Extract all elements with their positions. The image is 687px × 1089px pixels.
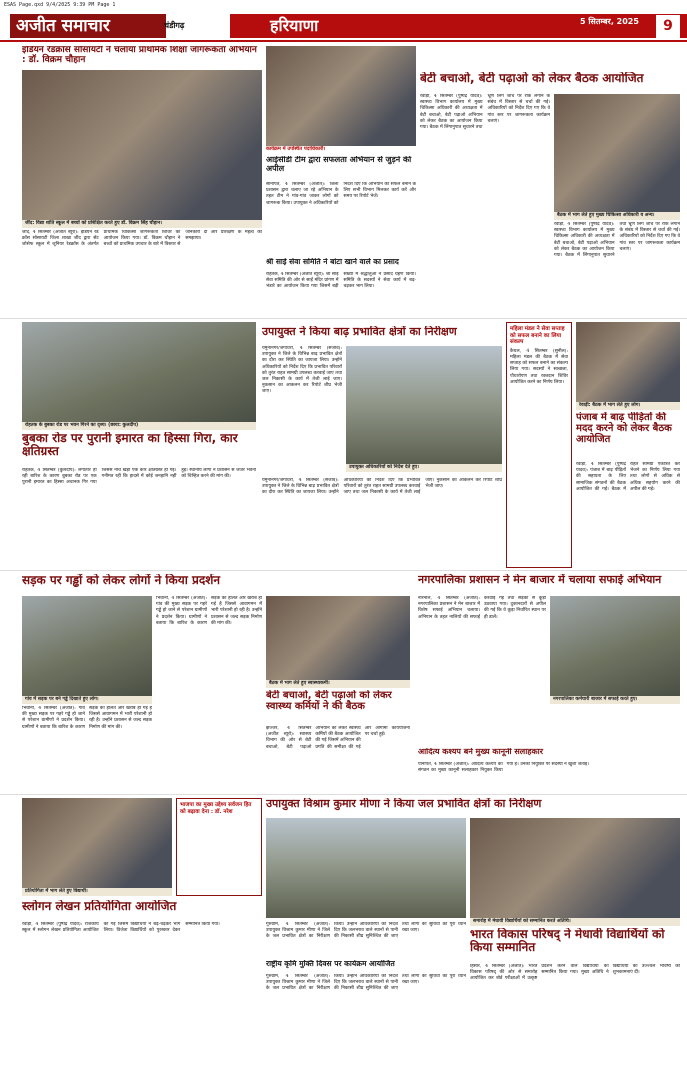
subhead-deworming-day: राष्ट्रीय कृमि मुक्ति दिवस पर कार्यक्रम आयोजित: [266, 960, 395, 968]
photo-market-cleanliness: [550, 596, 680, 696]
body-road-potholes: भिवानी, 4 सितम्बर (अजीत): गांव की मुख्य सड़क पर गहरे गड्ढे हो जाने से परेशान ग्रामीणों ने प्रदर्शन किया। ग्रामीणों ने बताया कि बारिश के कारण सड़क की हालत और खराब हो गई है जिससे आवागमन में भारी परेशानी हो रही है। उन्होंने प्रशासन से जल्द सड़क निर्माण की मांग की।: [22, 706, 152, 730]
photo-road-potholes: [22, 596, 152, 696]
headline-slogan-competition: स्लोगन लेखन प्रतियोगिता आयोजित: [22, 900, 177, 913]
paper-city: चंडीगढ़: [164, 21, 185, 30]
body-legal-advisor: पानीपत, 4 सितम्बर (अजीत): आदित्य कश्यप को संगठन का मुख्य कानूनी सलाहकार नियुक्त किया गया है। उनकी नियुक्ति पर सदस्यों ने खुशी जताई।: [418, 762, 589, 774]
page-number: 9: [655, 14, 681, 38]
headline-punjab-flood-meeting: पंजाब में बाढ़ पीड़ितों की मदद करने को लेकर बैठक आयोजित: [576, 412, 672, 445]
print-slug: ESAS Page.qxd 9/4/2025 9:39 PM Page 1: [4, 2, 116, 8]
kicker-mahila-mandal: महिला मंडल ने सेवा सप्ताह को सफल बनाने का लिया संकल्प: [510, 326, 565, 346]
body-dc-meena-inspection: गुरुग्राम, 4 सितम्बर (अजीत): उपायुक्त विश्राम कुमार मीणा ने जिले के जल प्रभावित क्षेत्रों का निरीक्षण किया। उन्होंने अधिकारियों को निर्देश दिए कि जलभराव वाले स्थानों से पानी की निकासी शीघ्र सुनिश्चित की जाए तथा लोगों की सुविधा का पूरा ध्यान रखा जाए।: [266, 922, 466, 940]
body-dc-flood-inspection-cont: यमुनानगर/जगाधरी, 4 सितम्बर (संजीव): उपायुक्त ने जिले के विभिन्न बाढ़ प्रभावित क्षेत्रों का दौरा कर स्थिति का जायजा लिया। उन्होंने अधिकारियों को निर्देश दिए कि प्रभावित परिवारों को तुरंत राहत सामग्री उपलब्ध करवाई जाए तथा जल निकासी के कार्य में तेजी लाई जाए। नुकसान का आकलन कर रिपोर्ट शीघ्र भेजी जाए।: [262, 478, 502, 496]
headline-sai-samiti: श्री साई सेवा समिति ने बांटा खाने वाले का प्रसाद: [266, 258, 399, 266]
body-deworming-day: गुरुग्राम, 4 सितम्बर (अजीत): उपायुक्त विश्राम कुमार मीणा ने जिले के जल प्रभावित क्षेत्रों का निरीक्षण किया। उन्होंने अधिकारियों को निर्देश दिए कि जलभराव वाले स्थानों से पानी की निकासी शीघ्र सुनिश्चित की जाए तथा लोगों की सुविधा का पूरा ध्यान रखा जाए।: [266, 974, 466, 992]
photo-bharat-vikas-parishad: [470, 818, 680, 918]
body-building-collapse: रोहतक, 4 सितम्बर (कुलदीप): लगातार हो रही बारिश के कारण बुबका रोड पर एक पुरानी इमारत का हिस्सा अचानक गिर गया जिससे नीचे खड़ी एक कार क्षतिग्रस्त हो गई। गनीमत रही कि हादसे में कोई जनहानि नहीं हुई। स्थानीय लोगों ने प्रशासन से जर्जर भवनों को चिन्हित करने की मांग की।: [22, 468, 256, 486]
headline-market-cleanliness: नगरपालिका प्रशासन ने मेन बाजार में चलाया सफाई अभियान: [418, 574, 662, 586]
body-mahila-mandal: कैथल, 4 सितम्बर (सुनील): महिला मंडल की बैठक में सेवा सप्ताह को सफल बनाने का संकल्प लिया गया। सदस्यों ने स्वच्छता, पौधारोपण तथा रक्तदान शिविर आयोजित करने का निर्णय लिया।: [510, 348, 568, 385]
body-beti-bachao-rewari-cont: रेवाड़ी, 4 सितम्बर (पुष्पेंद्र यादव): स्वास्थ्य विभाग कार्यालय में मुख्य चिकित्सा अधिकारी की अध्यक्षता में बेटी बचाओ, बेटी पढ़ाओ अभियान को लेकर बैठक का आयोजन किया गया। बैठक में लिंगानुपात सुधारने तथा भ्रूण लिंग जांच पर रोक लगाने के संबंध में विस्तार से चर्चा की गई। अधिकारियों को निर्देश दिए गए कि वे गांव स्तर पर जागरूकता कार्यक्रम चलाएं।: [554, 222, 680, 259]
headline-redcross: इंडियन रेडक्रॉस सोसायटी ने चलाया प्राथमिक शिक्षा जागरूकता अभियान : डॉ. विक्रम चौहान: [22, 46, 257, 65]
body-bharat-vikas-parishad: हिसार, 4 सितम्बर (अजीत): भारत विकास परिषद् की ओर से समारोह आयोजित कर बोर्ड परीक्षाओं में उत्कृष्ट प्रदर्शन करने वाले विद्यार्थियों को सम्मानित किया गया। मुख्य अतिथि ने विद्यार्थियों को उज्ज्वल भविष्य की शुभकामनाएं दीं।: [470, 964, 680, 982]
photo-meeting-hall: [266, 46, 416, 146]
body-punjab-flood-meeting: रेवाड़ी, 4 सितम्बर (पुष्पेंद्र यादव): पंजाब में बाढ़ पीड़ितों की सहायता के लिए सामाजिक संगठनों की बैठक आयोजित की गई। बैठक में राहत सामग्री एकत्रित कर भेजने का निर्णय लिया गया तथा लोगों से अधिक से अधिक सहयोग करने की अपील की गई।: [576, 462, 680, 492]
photo-beti-bachao-rewari: [554, 94, 680, 212]
body-redcross: जींद, 4 सितम्बर (अजीत ब्यूरो): इंडियन रेड क्रॉस सोसायटी जिला शाखा जींद द्वारा सेंट जोसेफ स्कूल में जूनियर रेडक्रॉस के अंतर्गत प्राथमिक चिकित्सा जागरूकता शिविर का आयोजन किया गया। डॉ. विक्रम चौहान ने बच्चों को प्राथमिक उपचार के बारे में विस्तार से जानकारी दी और प्रशिक्षण के महत्व को समझाया।: [22, 230, 262, 248]
box-bjp-statement: [176, 798, 262, 896]
kicker-bjp-statement: भाजपा का मुख्य उद्देश्य सर्वजन हित को बढ़ावा देना : डॉ. नरेश: [180, 802, 252, 815]
headline-health-workers-meeting: बेटी बचाओ, बेटी पढ़ाओ को लेकर स्वास्थ्य कर्मियों ने की बैठक: [266, 690, 392, 712]
page-date: 5 सितम्बर, 2025: [580, 17, 639, 26]
paper-name: अजीत समाचार: [10, 14, 166, 38]
headline-icd-team: आईसीडी टीम द्वारा सफलता अभियान से जुड़ने की अपील: [266, 156, 412, 173]
photo-dc-flood-inspection: [346, 346, 502, 464]
caption-redcross: जींद: विद्या शांति स्कूल में बच्चों को प्रशिक्षित करते हुए डॉ. विक्रम सिंह चौहान।: [22, 220, 262, 228]
body-icd-team: सोनीपत, 4 सितम्बर (अजीत): जिला प्रशासन द्वारा चलाए जा रहे अभियान के तहत टीम ने गांव-गांव जाकर लोगों को जागरूक किया। उपायुक्त ने अधिकारियों को निर्देश दिए कि अभियान को सफल बनाने के लिए सभी विभाग मिलकर कार्य करें और समय पर रिपोर्ट भेजें।: [266, 182, 416, 206]
headline-beti-bachao-rewari: बेटी बचाओ, बेटी पढ़ाओ को लेकर बैठक आयोजित: [420, 72, 644, 85]
box-mahila-mandal: [506, 322, 572, 568]
headline-bharat-vikas-parishad: भारत विकास परिषद् ने मेधावी विद्यार्थियों को किया सम्मानित: [470, 928, 665, 955]
caption-road-potholes: गांव में सड़क पर बने गड्ढे दिखाते हुए लोग।: [22, 696, 152, 704]
photo-slogan-competition: [22, 798, 172, 888]
photo-dc-meena-inspection: [266, 818, 466, 918]
body-beti-bachao-rewari: रेवाड़ी, 4 सितम्बर (पुष्पेंद्र यादव): स्वास्थ्य विभाग कार्यालय में मुख्य चिकित्सा अधिकारी की अध्यक्षता में बेटी बचाओ, बेटी पढ़ाओ अभियान को लेकर बैठक का आयोजन किया गया। बैठक में लिंगानुपात सुधारने तथा भ्रूण लिंग जांच पर रोक लगाने के संबंध में विस्तार से चर्चा की गई। अधिकारियों को निर्देश दिए गए कि वे गांव स्तर पर जागरूकता कार्यक्रम चलाएं।: [420, 94, 550, 131]
caption-bharat-vikas-parishad: समारोह में मेधावी विद्यार्थियों को सम्मानित करते अतिथि।: [470, 918, 680, 926]
body-slogan-competition: रेवाड़ी, 4 सितम्बर (पुष्पेंद्र यादव): राजकीय स्कूल में स्लोगन लेखन प्रतियोगिता आयोजित की गई जिसमें विद्यार्थियों ने बढ़-चढ़कर भाग लिया। विजेता विद्यार्थियों को पुरस्कार देकर सम्मानित किया गया।: [22, 922, 220, 934]
masthead-rule: [0, 40, 687, 42]
body-sai-samiti: रोहतक, 4 सितम्बर (अजीत ब्यूरो): श्री साई सेवा समिति की ओर से साईं मंदिर प्रांगण में भंडारे का आयोजन किया गया जिसमें बड़ी संख्या में श्रद्धालुओं ने प्रसाद ग्रहण किया। समिति के सदस्यों ने सेवा कार्य में बढ़-चढ़कर भाग लिया।: [266, 272, 416, 290]
photo-redcross: [22, 70, 262, 220]
caption-beti-bachao-rewari: बैठक में भाग लेते हुए मुख्य चिकित्सा अधिकारी व अन्य।: [554, 212, 680, 220]
caption-market-cleanliness: नगरपालिका कर्मचारी बाजार में सफाई करते हुए।: [550, 696, 680, 704]
body-road-potholes-cont: भिवानी, 4 सितम्बर (अजीत): गांव की मुख्य सड़क पर गहरे गड्ढे हो जाने से परेशान ग्रामीणों ने प्रदर्शन किया। ग्रामीणों ने बताया कि बारिश के कारण सड़क की हालत और खराब हो गई है जिससे आवागमन में भारी परेशानी हो रही है। उन्होंने प्रशासन से जल्द सड़क निर्माण की मांग की।: [156, 596, 262, 626]
divider-2: [0, 570, 687, 571]
divider-3: [0, 794, 687, 795]
caption-dc-flood-inspection: उपायुक्त अधिकारियों को निर्देश देते हुए।: [346, 464, 502, 472]
caption-building-collapse: रोहतक के बुबका रोड पर भवन गिरने का दृश्य। (छाया: कुलदीप): [22, 422, 256, 430]
headline-dc-meena-inspection: उपायुक्त विश्राम कुमार मीणा ने किया जल प्रभावित क्षेत्रों का निरीक्षण: [266, 798, 542, 810]
caption-punjab-flood-meeting: रेवाड़ी: बैठक में भाग लेते हुए लोग।: [576, 402, 680, 410]
divider-1: [0, 318, 687, 319]
caption-health-workers-meeting: बैठक में भाग लेते हुए स्वास्थ्यकर्मी।: [266, 680, 410, 688]
section-title: हरियाणा: [230, 14, 687, 38]
body-health-workers-meeting: झज्जर, 4 सितम्बर (अजीत ब्यूरो): स्वास्थ्य विभाग की ओर से बेटी बचाओ, बेटी पढ़ाओ अभियान को लेकर स्वास्थ्य कर्मियों की बैठक आयोजित की गई जिसमें अभियान की प्रगति की समीक्षा की गई और आगामी कार्ययोजना पर चर्चा हुई।: [266, 726, 410, 750]
photo-health-workers-meeting: [266, 596, 410, 680]
photo-punjab-flood-meeting: [576, 322, 680, 402]
kicker-meeting-hall: कार्यक्रम में उपस्थित पदाधिकारी।: [266, 146, 326, 152]
headline-legal-advisor: आदित्य कश्यप बने मुख्य कानूनी सलाहकार: [418, 748, 544, 756]
caption-slogan-competition: प्रतियोगिता में भाग लेते हुए विद्यार्थी।: [22, 888, 172, 896]
headline-road-potholes: सड़क पर गड्ढों को लेकर लोगों ने किया प्रदर्शन: [22, 574, 221, 587]
body-market-cleanliness: नारनौल, 4 सितम्बर (अजीत): नगरपालिका प्रशासन ने मेन बाजार में विशेष सफाई अभियान चलाया। अभियान के तहत नालियों की सफाई करवाई गई तथा सड़कों से कूड़ा उठवाया गया। दुकानदारों से अपील की गई कि वे कूड़ा निर्धारित स्थान पर ही डालें।: [418, 596, 546, 620]
masthead: [0, 14, 687, 38]
photo-building-collapse: [22, 322, 256, 422]
headline-building-collapse: बुबका रोड पर पुरानी इमारत का हिस्सा गिरा, कार क्षतिग्रस्त: [22, 432, 238, 459]
headline-dc-flood-inspection: उपायुक्त ने किया बाढ़ प्रभावित क्षेत्रों का निरीक्षण: [262, 326, 457, 338]
body-dc-flood-inspection: यमुनानगर/जगाधरी, 4 सितम्बर (संजीव): उपायुक्त ने जिले के विभिन्न बाढ़ प्रभावित क्षेत्रों का दौरा कर स्थिति का जायजा लिया। उन्होंने अधिकारियों को निर्देश दिए कि प्रभावित परिवारों को तुरंत राहत सामग्री उपलब्ध करवाई जाए तथा जल निकासी के कार्य में तेजी लाई जाए। नुकसान का आकलन कर रिपोर्ट शीघ्र भेजी जाए।: [262, 346, 342, 395]
